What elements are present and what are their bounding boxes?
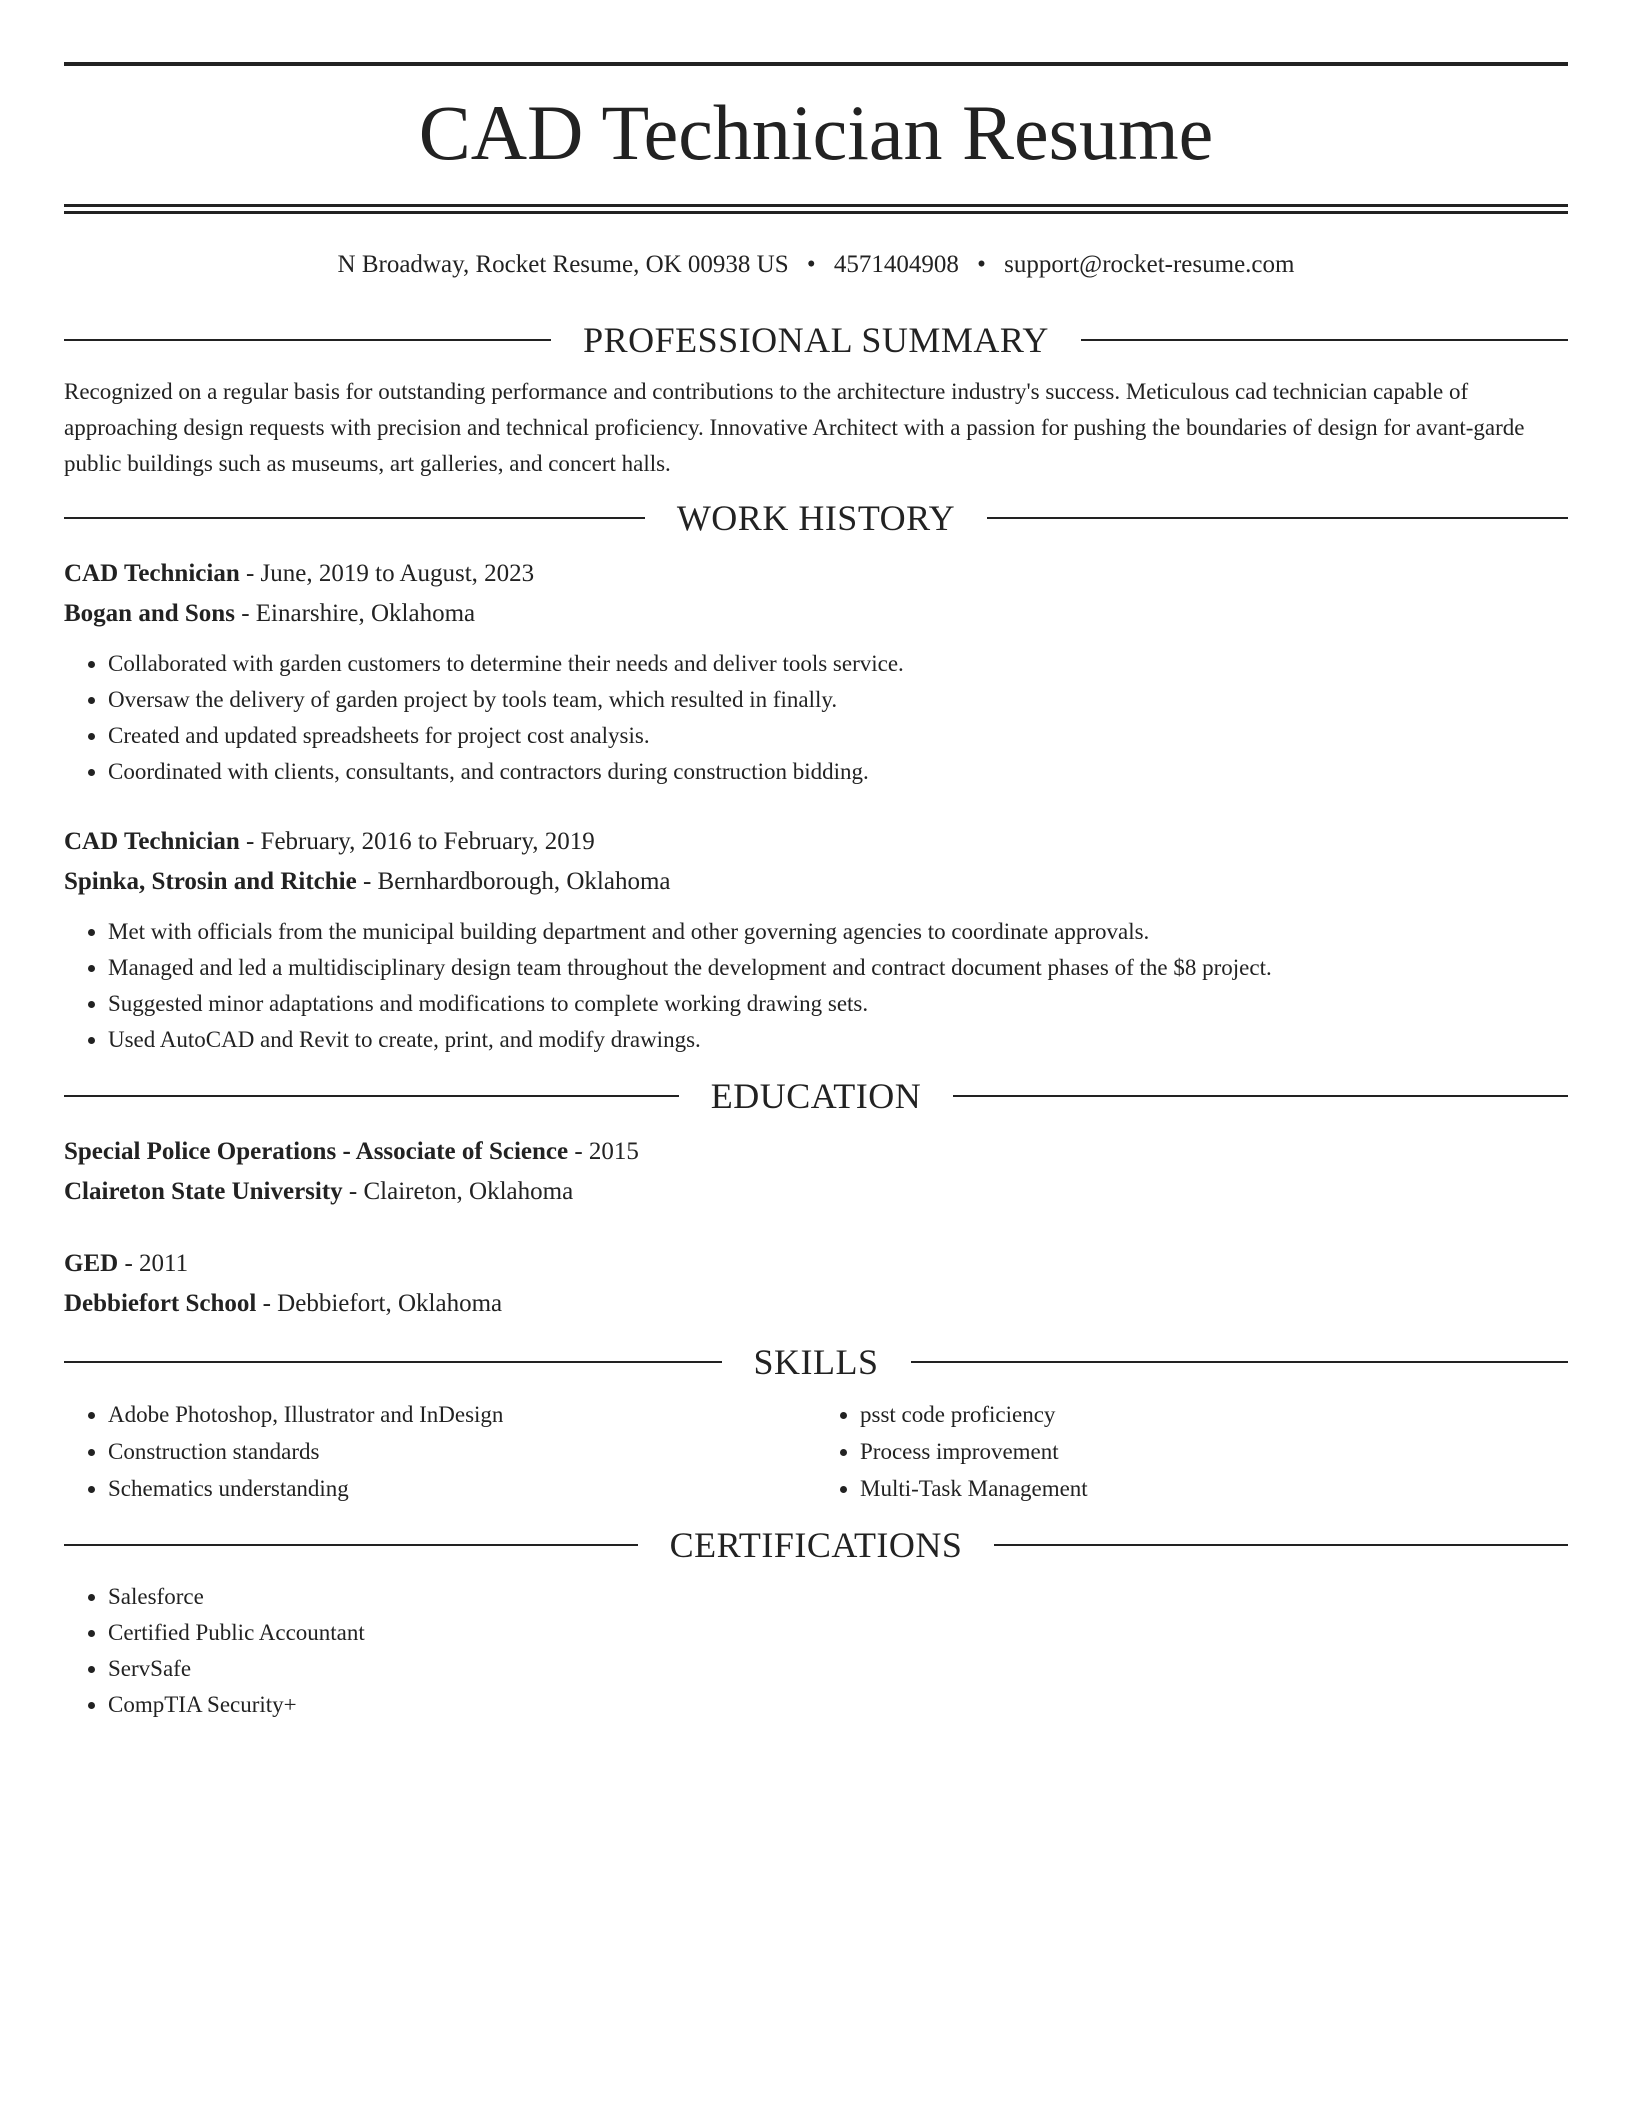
summary-text: Recognized on a regular basis for outstanding performance and contributions to the architecture industry's success. Meticulous cad technician capable of approaching design requests with precision and technical proficiency. Innovative Architect with a passion for pushing the boundaries of design for avant-garde public buildings such as museums, art galleries, and concert halls. xyxy=(64,379,1525,476)
degree-name: GED xyxy=(64,1250,119,1277)
list-item: • CompTIA Security+ xyxy=(108,1687,1568,1723)
company-location: - Einarshire, Oklahoma xyxy=(234,600,476,627)
heading-rule xyxy=(64,517,645,519)
heading-rule xyxy=(64,339,551,341)
list-item: • Process improvement xyxy=(860,1433,1568,1470)
list-item: • Met with officials from the municipal building department and other governing agencies to coordinate approvals. xyxy=(108,914,1568,950)
contact-email: support@rocket-resume.com xyxy=(1004,251,1295,278)
education-entry xyxy=(64,1132,1568,1212)
section-title: WORK HISTORY xyxy=(676,498,956,538)
section-heading-education xyxy=(64,1074,1568,1118)
list-item: • Collaborated with garden customers to determine their needs and deliver tools service. xyxy=(108,646,1568,682)
heading-rule xyxy=(911,1361,1569,1363)
school-line xyxy=(64,1172,1568,1212)
contact-separator: • xyxy=(977,251,986,278)
heading-rule xyxy=(64,1095,679,1097)
contact-phone: 4571404908 xyxy=(833,251,959,278)
skills-column-left xyxy=(64,1396,816,1507)
top-rule xyxy=(64,62,1568,66)
school-name: Claireton State University xyxy=(64,1178,343,1205)
list-item: • ServSafe xyxy=(108,1651,1568,1687)
contact-separator: • xyxy=(806,251,816,278)
heading-rule xyxy=(994,1544,1568,1546)
list-item: • Construction standards xyxy=(108,1433,816,1470)
section-heading-skills xyxy=(64,1340,1568,1384)
double-rule xyxy=(64,204,1568,214)
work-entry xyxy=(64,822,1568,1058)
section-heading-summary xyxy=(64,318,1568,362)
list-item: • Adobe Photoshop, Illustrator and InDesign xyxy=(108,1396,816,1433)
job-dates: - June, 2019 to August, 2023 xyxy=(239,560,535,587)
degree-line xyxy=(64,1132,1568,1172)
job-dates: - February, 2016 to February, 2019 xyxy=(239,828,595,855)
school-name: Debbiefort School xyxy=(64,1290,257,1317)
degree-name: Special Police Operations - Associate of Science xyxy=(64,1138,569,1165)
job-role: CAD Technician xyxy=(64,828,240,855)
job-role: CAD Technician xyxy=(64,560,240,587)
heading-rule xyxy=(1081,339,1568,341)
list-item: • Certified Public Accountant xyxy=(108,1615,1568,1651)
degree-line xyxy=(64,1244,1568,1284)
contact-line xyxy=(64,248,1568,282)
list-item: • Multi-Task Management xyxy=(860,1470,1568,1507)
degree-year: - 2015 xyxy=(568,1138,639,1165)
section-title: EDUCATION xyxy=(710,1076,922,1116)
heading-rule xyxy=(64,1361,722,1363)
job-title-line xyxy=(64,554,1568,594)
list-item: • Salesforce xyxy=(108,1579,1568,1615)
company-name: Bogan and Sons xyxy=(64,600,235,627)
list-item: • Oversaw the delivery of garden project by tools team, which resulted in finally. xyxy=(108,682,1568,718)
job-bullets xyxy=(64,914,1568,1058)
school-line xyxy=(64,1284,1568,1324)
work-entry xyxy=(64,554,1568,790)
company-location: - Bernhardborough, Oklahoma xyxy=(356,868,671,895)
heading-rule xyxy=(953,1095,1568,1097)
list-item: • Used AutoCAD and Revit to create, print, and modify drawings. xyxy=(108,1022,1568,1058)
page-title: CAD Technician Resume xyxy=(418,89,1214,176)
skills-column-right xyxy=(816,1396,1568,1507)
section-title: PROFESSIONAL SUMMARY xyxy=(583,320,1049,360)
degree-year: - 2011 xyxy=(118,1250,189,1277)
company-line xyxy=(64,594,1568,634)
list-item: • Coordinated with clients, consultants, and contractors during construction bidding. xyxy=(108,754,1568,790)
section-heading-certifications xyxy=(64,1523,1568,1567)
heading-rule xyxy=(987,517,1568,519)
education-entry xyxy=(64,1244,1568,1324)
list-item: • psst code proficiency xyxy=(860,1396,1568,1433)
heading-rule xyxy=(64,1544,638,1546)
company-name: Spinka, Strosin and Ritchie xyxy=(64,868,357,895)
skills-grid xyxy=(64,1396,1568,1507)
section-heading-work xyxy=(64,496,1568,540)
list-item: • Suggested minor adaptations and modifications to complete working drawing sets. xyxy=(108,986,1568,1022)
school-location: - Debbiefort, Oklahoma xyxy=(256,1290,503,1317)
list-item: • Schematics understanding xyxy=(108,1470,816,1507)
certifications-list xyxy=(64,1579,1568,1723)
list-item: • Managed and led a multidisciplinary design team throughout the development and contract document phases of the $8 project. xyxy=(108,950,1568,986)
section-title: CERTIFICATIONS xyxy=(669,1525,963,1565)
section-title: SKILLS xyxy=(753,1342,879,1382)
company-line xyxy=(64,862,1568,902)
school-location: - Claireton, Oklahoma xyxy=(342,1178,574,1205)
job-title-line xyxy=(64,822,1568,862)
contact-address: N Broadway, Rocket Resume, OK 00938 US xyxy=(337,251,789,278)
list-item: • Created and updated spreadsheets for project cost analysis. xyxy=(108,718,1568,754)
job-bullets xyxy=(64,646,1568,790)
